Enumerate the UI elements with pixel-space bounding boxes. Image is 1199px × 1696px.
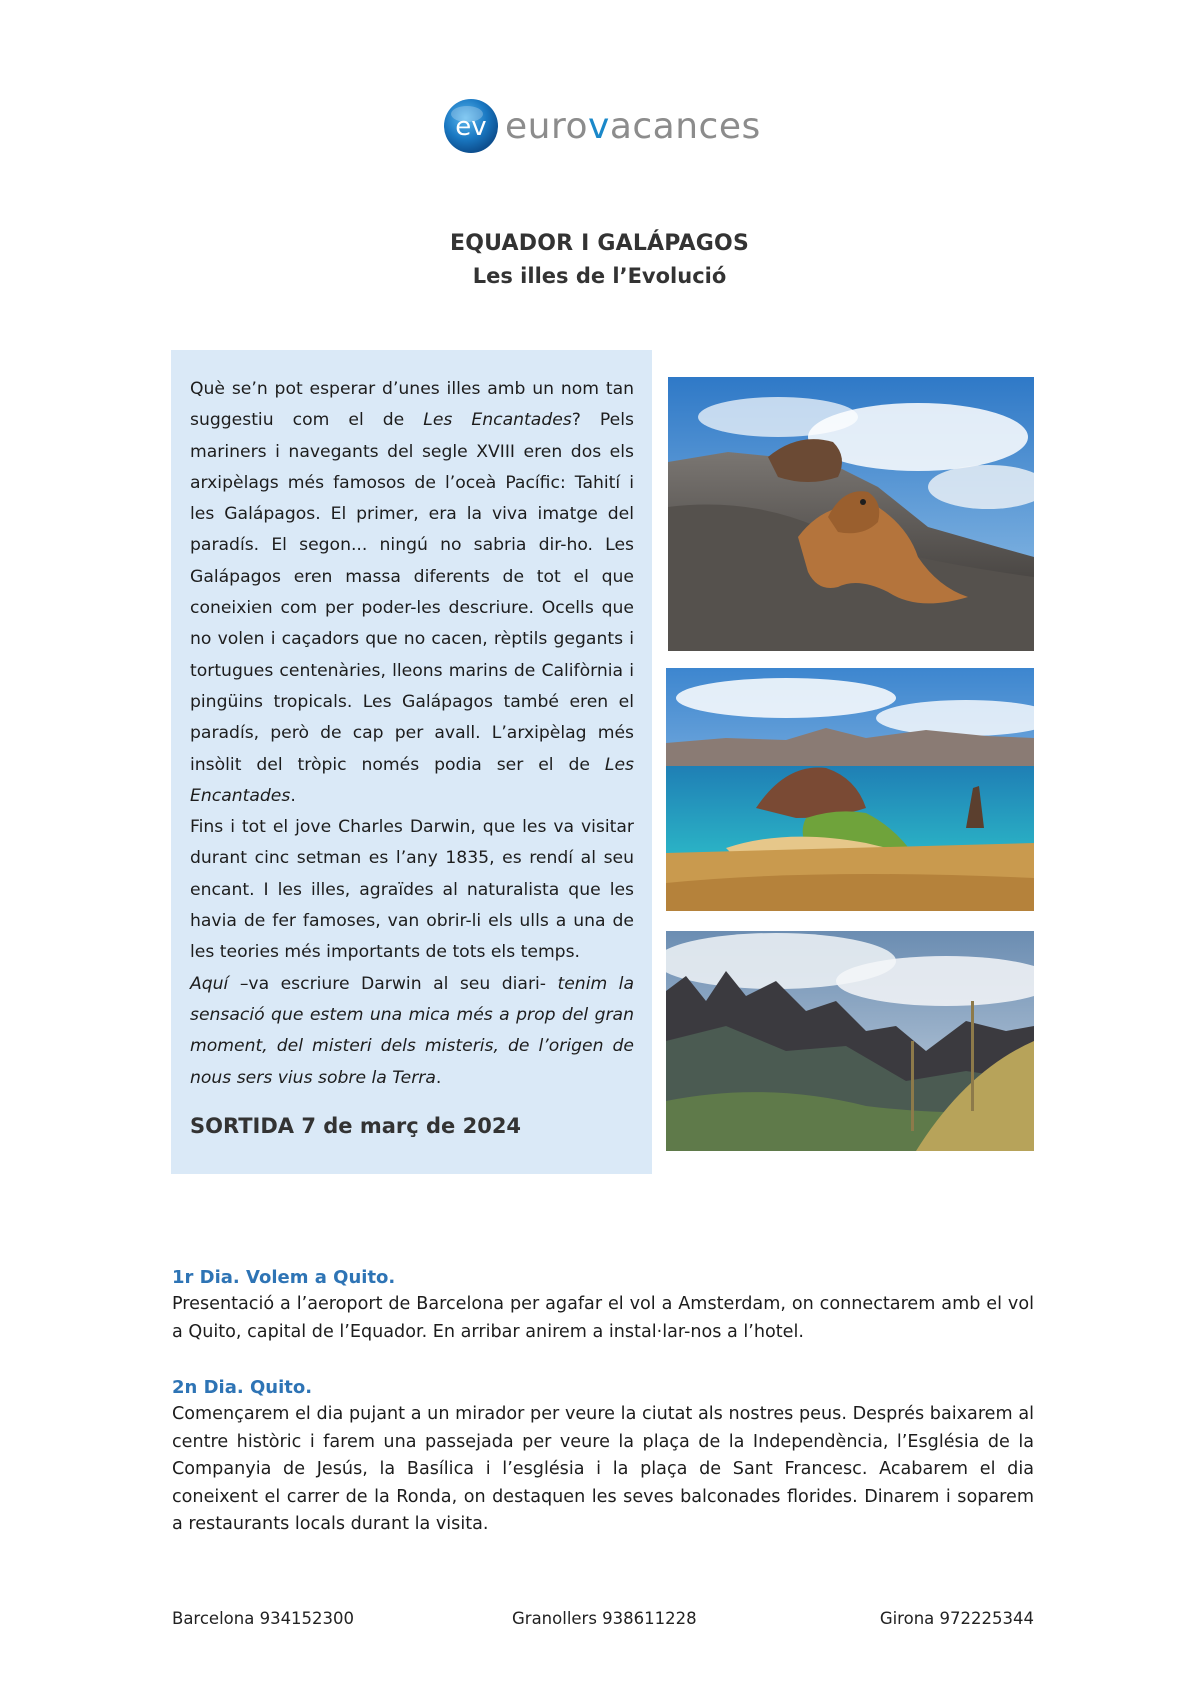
brand-name-accent: v	[588, 105, 610, 147]
intro-p3-end: .	[435, 1067, 442, 1088]
brand-name-part1: euro	[505, 105, 588, 147]
intro-paragraph-2: Fins i tot el jove Charles Darwin, que les va visitar durant cinc setman es l’any 1835, es rendí al seu encant. I les illes, agraïdes al naturalista que les havia de fer famoses, van obrir-li els ulls a una de les teories més importants de tots els temps.	[190, 817, 634, 963]
iguana-photo	[668, 377, 1034, 651]
intro-paragraph-3	[190, 969, 634, 1094]
itinerary-day-1	[172, 1264, 1034, 1346]
brand-name-part2: acances	[609, 105, 761, 147]
office-girona: Girona 972225344	[879, 1609, 1034, 1628]
intro-p1-emphasis-1: Les Encantades	[423, 410, 572, 431]
intro-p1-a: Què se’n pot esperar d’unes illes amb un nom tan suggestiu com el de	[190, 379, 634, 431]
intro-box	[171, 350, 652, 1174]
island-bay-photo	[666, 668, 1034, 911]
intro-p1-emphasis-2: Les Encantades	[190, 754, 634, 806]
intro-text	[190, 374, 634, 1094]
intro-p3-emphasis-1: Aquí	[190, 973, 229, 994]
title-block	[0, 228, 1199, 292]
logo-badge-text: ev	[455, 112, 487, 142]
mountains-photo-icon	[666, 931, 1034, 1151]
page-title: EQUADOR I GALÁPAGOS	[449, 231, 750, 256]
departure-date: SORTIDA 7 de març de 2024	[190, 1114, 522, 1138]
office-barcelona: Barcelona 934152300	[172, 1609, 355, 1628]
office-granollers: Granollers 938611228	[512, 1609, 697, 1628]
footer-contacts	[172, 1609, 1034, 1635]
itinerary-day-2	[172, 1374, 1034, 1539]
day-description: Presentació a l’aeroport de Barcelona per agafar el vol a Amsterdam, on connectarem amb el vol a Quito, capital de l’Equador. En arribar anirem a instal·lar-nos a l’hotel.	[172, 1294, 1034, 1342]
intro-p3-emphasis-2: tenim la sensació que estem una mica més a prop del gran moment, del misteri dels misteris, de l’origen de nous sers vius sobre la Terra	[190, 973, 634, 1088]
day-title: 1r Dia. Volem a Quito.	[172, 1267, 396, 1288]
brand-logo	[443, 94, 761, 158]
mountains-photo	[666, 931, 1034, 1151]
page-subtitle: Les illes de l’Evolució	[472, 264, 727, 288]
day-title: 2n Dia. Quito.	[172, 1377, 313, 1398]
intro-paragraph-1	[190, 374, 634, 812]
ev-logo-icon	[443, 98, 499, 154]
day-description: Començarem el dia pujant a un mirador per veure la ciutat als nostres peus. Després baixarem al centre històric i farem una passejada per veure la plaça de la Independència, l’Església de la Companyia de Jesús, la Basílica i l’església i la plaça de Sant Francesc. Acabarem el dia coneixent el carrer de la Ronda, on destaquen les seves balconades florides. Dinarem i soparem a restaurants locals durant la visita.	[172, 1404, 1034, 1534]
intro-p1-b: ? Pels mariners i navegants del segle XVIII eren dos els arxipèlags més famosos de l’oceà Pacífic: Tahití i les Galápagos. El primer, era la viva imatge del paradís. El segon... ningú no sabria dir-ho. Les Galápagos eren massa diferents de tot el que coneixien com per poder-les descriure. Ocells que no volen i caçadors que no cacen, rèptils gegants i tortugues centenàries, lleons marins de Califòrnia i pingüins tropicals. Les Galápagos també eren el paradís, però de cap per avall. L’arxipèlag més insòlit del tròpic només podia ser el de	[190, 410, 634, 775]
island-bay-photo-icon	[666, 668, 1034, 911]
brand-name	[505, 106, 761, 147]
intro-p1-end: .	[290, 785, 296, 806]
intro-p3-a: –va escriure Darwin al seu diari-	[228, 973, 558, 994]
iguana-photo-icon	[668, 377, 1034, 651]
